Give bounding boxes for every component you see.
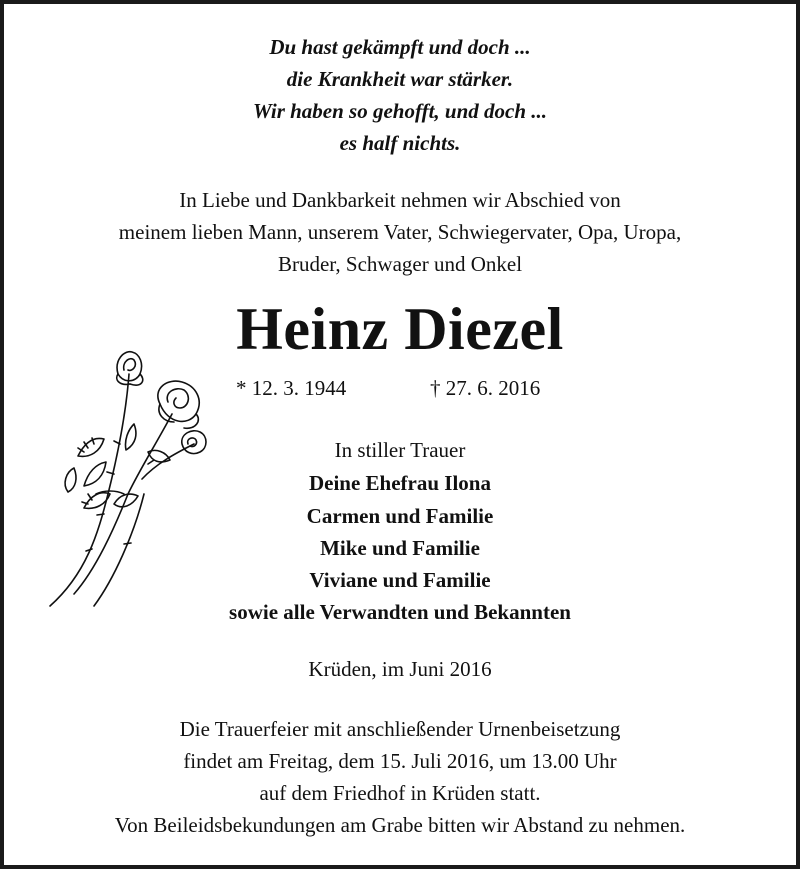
mourner-2: Carmen und Familie: [306, 504, 494, 528]
mourner-3: Mike und Familie: [320, 536, 480, 560]
mourner-1: Deine Ehefrau Ilona: [308, 471, 491, 495]
deceased-name: Heinz Diezel: [236, 296, 564, 362]
birth-date: * 12. 3. 1944: [236, 376, 347, 400]
poem-line-1: Du hast gekämpft und doch ...: [269, 35, 531, 59]
poem-line-3: Wir haben so gehofft, und doch ...: [252, 99, 548, 123]
poem-line-2: die Krankheit war stärker.: [286, 67, 514, 91]
mourning-heading: In stiller Trauer: [334, 438, 466, 462]
funeral-line-4: Von Beileidsbekundungen am Grabe bitten wir Abstand zu nehmen.: [114, 813, 686, 837]
place-date: Krüden, im Juni 2016: [308, 657, 492, 681]
mourner-4: Viviane und Familie: [309, 568, 491, 592]
intro-line-3: Bruder, Schwager und Onkel: [277, 252, 523, 276]
intro-line-2: meinem lieben Mann, unserem Vater, Schwiegervater, Opa, Uropa,: [118, 220, 682, 244]
death-date: † 27. 6. 2016: [430, 376, 541, 400]
intro-line-1: In Liebe und Dankbarkeit nehmen wir Abschied von: [179, 188, 621, 212]
poem-line-4: es half nichts.: [339, 131, 461, 155]
funeral-line-2: findet am Freitag, dem 15. Juli 2016, um 13.00 Uhr: [183, 749, 617, 773]
mourner-5: sowie alle Verwandten und Bekannten: [229, 600, 571, 624]
funeral-line-3: auf dem Friedhof in Krüden statt.: [259, 781, 541, 805]
funeral-line-1: Die Trauerfeier mit anschließender Urnenbeisetzung: [179, 717, 621, 741]
